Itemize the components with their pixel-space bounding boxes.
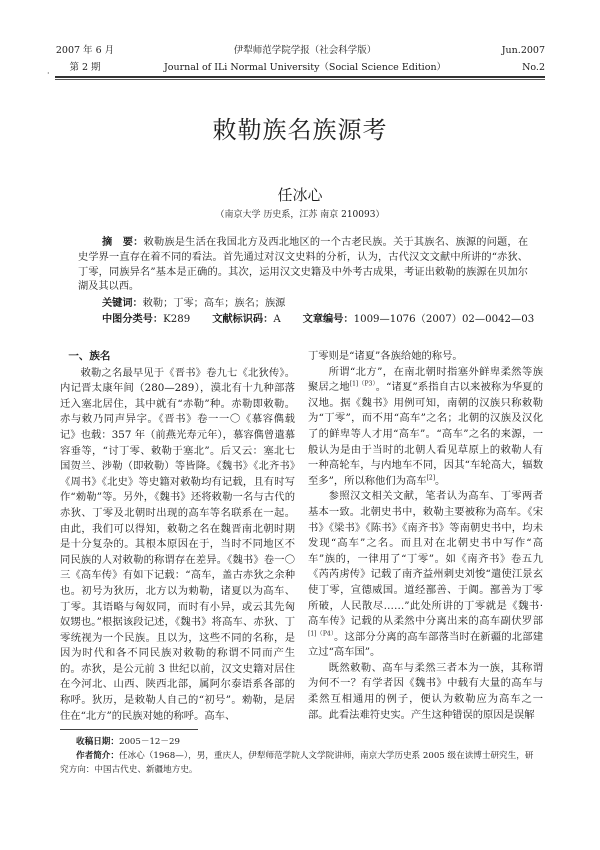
doc-code-value: A <box>273 314 281 325</box>
article-no-value: 1009—1076（2007）02—0042—03 <box>353 314 535 325</box>
body-column-right <box>308 349 543 723</box>
paragraph-text: 。这部分分离的高车部落当时在新疆的北部建立过“高车国”。 <box>308 630 543 659</box>
bio-label: 作者简介： <box>76 751 119 761</box>
body-paragraph: 既然敕勒、高车与柔然三者本为一族，其称谓为何不一？有学者因《魏书》中载有大量的高车与柔然互相通用的例子，便认为敕勒应为高车之一部。此看法难符史实。产生这种错误的原因是误解 <box>308 661 543 721</box>
header-rule-thick <box>55 76 545 78</box>
abstract-text: 敕勒族是生活在我国北方及西北地区的一个古老民族。关于其族名、族源的问题，在史学界一直存在着不同的看法。首先通过对汉文史料的分析，认为，古代汉文文献中所讲的“赤狄、丁零，同族异名”基本是正确的。其次，运用汉文史籍及中外考古成果，考证出敕勒的族源在贝加尔湖及其以西。 <box>78 237 529 293</box>
bio-value: 任冰心（1968—），男，重庆人，伊犁师范学院人文学院讲师，南京大学历史系 2005 级在读博士研究生，研究方向：中国古代史、新疆地方史。 <box>60 751 534 775</box>
received-label: 收稿日期： <box>76 737 119 747</box>
body-paragraph: 敕勒之名最早见于《晋书》卷九七《北狄传》。内记晋太康年间（280—289），漠北有十九种部落迁入塞北居住，其中就有“赤勒”种。赤勒即敕勒。赤与敕乃同声异字。《晋书》卷一一〇《慕容儁载记》也载：357 年（前燕光寿元年），慕容儁曾遣慕容垂等，“讨丁零、敕勒于塞北”。后又云：塞北七国贺兰、涉勒（即敕勒）等皆降。《魏书》《北齐书》《周书》《北史》等史籍对敕勒均有记载，且有时写作“勑勒”等。另外，《魏书》还将敕勒一名与古代的赤狄、丁零及北朝时出现的高车等名联系在一起。由此，我们可以得知，敕勒之名在魏晋南北朝时期是十分复杂的。其根本原因在于，当时不同地区不同民族的人对敕勒的称谓存在差异。《魏书》卷一〇三《高车传》有如下记载：“高车，盖古赤狄之余种也。初号为狄历，北方以为勑勒，诸夏以为高车、丁零。其语略与匈奴同，而时有小异，或云其先匈奴甥也。”根据该段记述，《魏书》将高车、赤狄、丁零统视为一个民族。且以为，这些不同的名称，是因为时代和各不同民族对敕勒的称谓不同而产生的。赤狄，是公元前 3 世纪以前，汉文史籍对居住在今河北、山西、陕西北部，属阿尔泰语系各部的称呼。狄历，是敕勒人自己的“初号”。勑勒，是居住在“北方”的民族对她的称呼。高车、 <box>60 366 295 722</box>
citation-ref: [1]（P4） <box>308 630 334 638</box>
paragraph-text: 。“诸夏”系指自古以来被称为华夏的汉地。据《魏书》用例可知，南朝的汉族只称敕勒为“丁零”，而不用“高车”之名；北朝的汉族及汉化了的鲜卑等人才用“高车”。“高车”之名的来源，一般认为是由于当时的北朝人看见草原上的敕勒人有一种高轮车，与内地车不同，因其“车轮高大，辐数至多”，所以称他们为高车 <box>308 381 543 487</box>
section-heading: 一、族名 <box>68 350 111 362</box>
article-author: 任冰心 <box>277 186 323 204</box>
citation-ref: [2] <box>426 474 436 482</box>
footnote-rule <box>60 729 198 730</box>
header-issue-cn: 第 2 期 <box>69 62 101 73</box>
keywords-label: 关键词： <box>102 298 143 309</box>
body-paragraph <box>308 489 543 661</box>
article-title: 敕勒族名族源考 <box>212 116 388 144</box>
citation-ref: [1]（P3） <box>349 380 376 388</box>
body-column-left <box>60 349 295 724</box>
paragraph-text: 参照汉文相关文献，笔者认为高车、丁零两者基本一致。北朝史书中，敕勒主要被称为高车。《宋书》《梁书》《陈书》《南齐书》等南朝史书中，均未发现“高车”之名。而且对在北朝史书中写作“高车”族的，一律用了“丁零”。如《南齐书》卷五九《芮芮虏传》记载了南齐益州刺史刘悛“遣使江景玄使丁零，宣德威国。道经鄯善、于阗。鄯善为丁零所破，人民散尽……”此处所讲的丁零就是《魏书·高车传》记载的从柔然中分离出来的高车副伏罗部 <box>308 490 543 628</box>
header-journal-cn: 伊犁师范学院学报（社会科学版） <box>233 45 377 56</box>
paragraph-text: 。 <box>435 474 446 487</box>
header-rule-thin <box>55 79 545 80</box>
body-paragraph <box>308 365 543 490</box>
keywords-text: 敕勒；丁零；高车；族名；族源 <box>142 298 286 309</box>
author-bio <box>60 749 540 777</box>
header-date-en: Jun.2007 <box>501 45 545 56</box>
header-date-cn: 2007 年 6 月 <box>55 45 115 56</box>
doc-code-label: 文献标识码： <box>212 314 274 325</box>
abstract-label: 摘 要： <box>102 237 144 248</box>
keywords <box>102 297 285 311</box>
header-issue-en: No.2 <box>522 62 545 73</box>
paragraph-text: 所谓“北方”，在南北朝时指塞外鲜卑柔然等族聚居之地 <box>308 365 543 394</box>
abstract <box>78 236 528 295</box>
classification-line <box>102 313 534 327</box>
body-paragraph: 丁零则是“诸夏”各族给她的称号。 <box>308 350 463 362</box>
stray-dot-mark: · <box>47 69 50 78</box>
clc-value: K289 <box>163 314 191 325</box>
footnote <box>60 735 540 777</box>
clc-label: 中图分类号： <box>102 314 164 325</box>
header-journal-en: Journal of ILi Normal University（Social Science Edition） <box>163 62 447 73</box>
article-no-label: 文章编号： <box>302 314 354 325</box>
author-affiliation: （南京大学 历史系，江苏 南京 210093） <box>215 210 385 220</box>
received-date <box>60 735 540 749</box>
received-value: 2005－12－29 <box>118 737 180 747</box>
